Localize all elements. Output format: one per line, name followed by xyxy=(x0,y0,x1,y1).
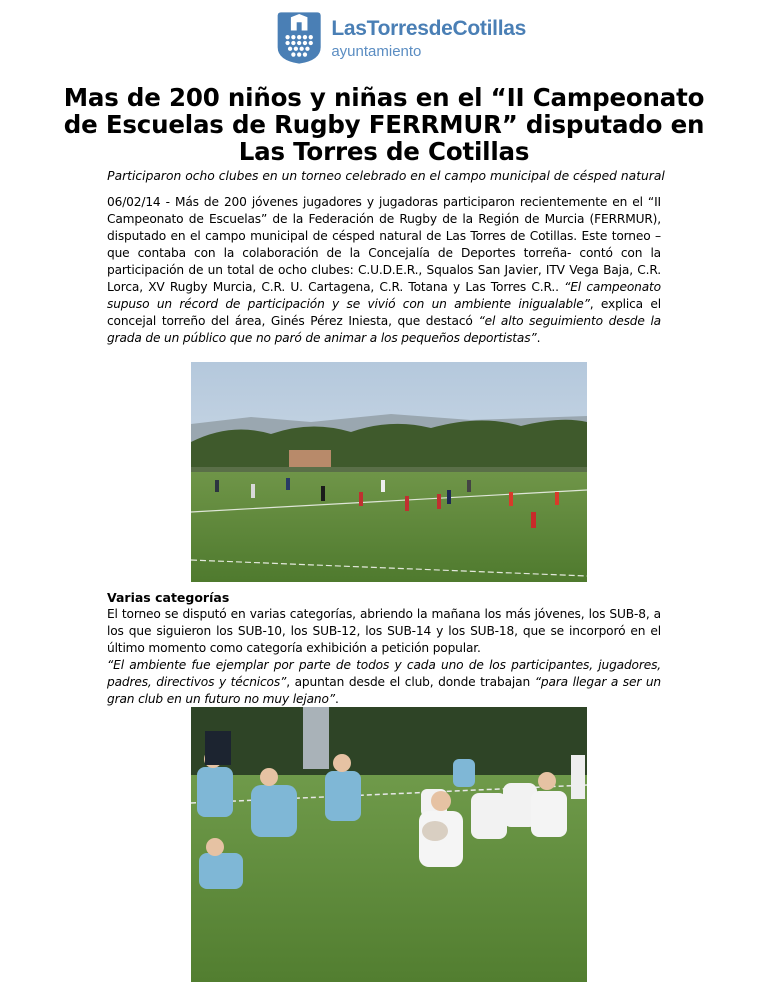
article-subtitle: Participaron ocho clubes en un torneo celebrado en el campo municipal de césped natural xyxy=(107,169,665,183)
article-paragraph-1 xyxy=(107,194,661,347)
paragraph-1-text: 06/02/14 - Más de 200 jóvenes jugadores y jugadoras participaron recientemente en el “II Campeonato de Escuelas” de la Federación de Rugby de la Región de Murcia (FERRMUR), disputado en el campo municipal de césped natural de Las Torres de Cotillas. Este torneo –que contaba con la colaboración de la Concejalía de Deportes torreña- contó con la participación de un total de ocho clubes: C.U.D.E.R., Squalos San Javier, ITV Vega Baja, C.R. Lorca, XV Rugby Murcia, C.R. U. Cartagena, C.R. Totana y Las Torres C.R.. xyxy=(107,195,661,294)
paragraph-1-mid: , explica el concejal torreño del área, Ginés Pérez Iniesta, que destacó xyxy=(107,297,661,328)
article-title: Mas de 200 niños y niñas en el “II Campeonato de Escuelas de Rugby FERRMUR” disputado en Las Torres de Cotillas xyxy=(63,83,705,166)
paragraph-1-quote-1: “El campeonato supuso un récord de participación y se vivió con un ambiente inigualable” xyxy=(107,280,661,311)
paragraph-2-mid: , apuntan desde el club, donde trabajan xyxy=(286,675,535,689)
kids-rugby-photo xyxy=(191,707,587,982)
logo-subtitle: ayuntamiento xyxy=(331,42,422,60)
paragraph-1-quote-2: “el alto seguimiento desde la grada de un público que no paró de animar a los pequeños deportistas” xyxy=(107,314,661,345)
paragraph-1-end: . xyxy=(536,331,541,345)
tower-emblem-icon xyxy=(276,5,322,71)
paragraph-2-end: . xyxy=(334,692,339,706)
rugby-field-photo xyxy=(191,362,587,582)
paragraph-2-quote-2: “para llegar a ser un gran club en un futuro no muy lejano” xyxy=(107,675,662,706)
article-paragraph-2 xyxy=(107,606,661,708)
municipality-logo xyxy=(276,2,526,74)
paragraph-2-text: El torneo se disputó en varias categorías, abriendo la mañana los más jóvenes, los SUB-8, a los que siguieron los SUB-10, los SUB-12, los SUB-14 y los SUB-18, que se incorporó en el último momento como categoría exhibición a petición popular. xyxy=(107,607,661,655)
section-heading: Varias categorías xyxy=(107,590,230,605)
paragraph-2-quote-1: “El ambiente fue ejemplar por parte de todos y cada uno de los participantes, jugadores, padres, directivos y técnicos” xyxy=(107,658,661,689)
logo-name: LasTorresdeCotillas xyxy=(331,16,526,40)
